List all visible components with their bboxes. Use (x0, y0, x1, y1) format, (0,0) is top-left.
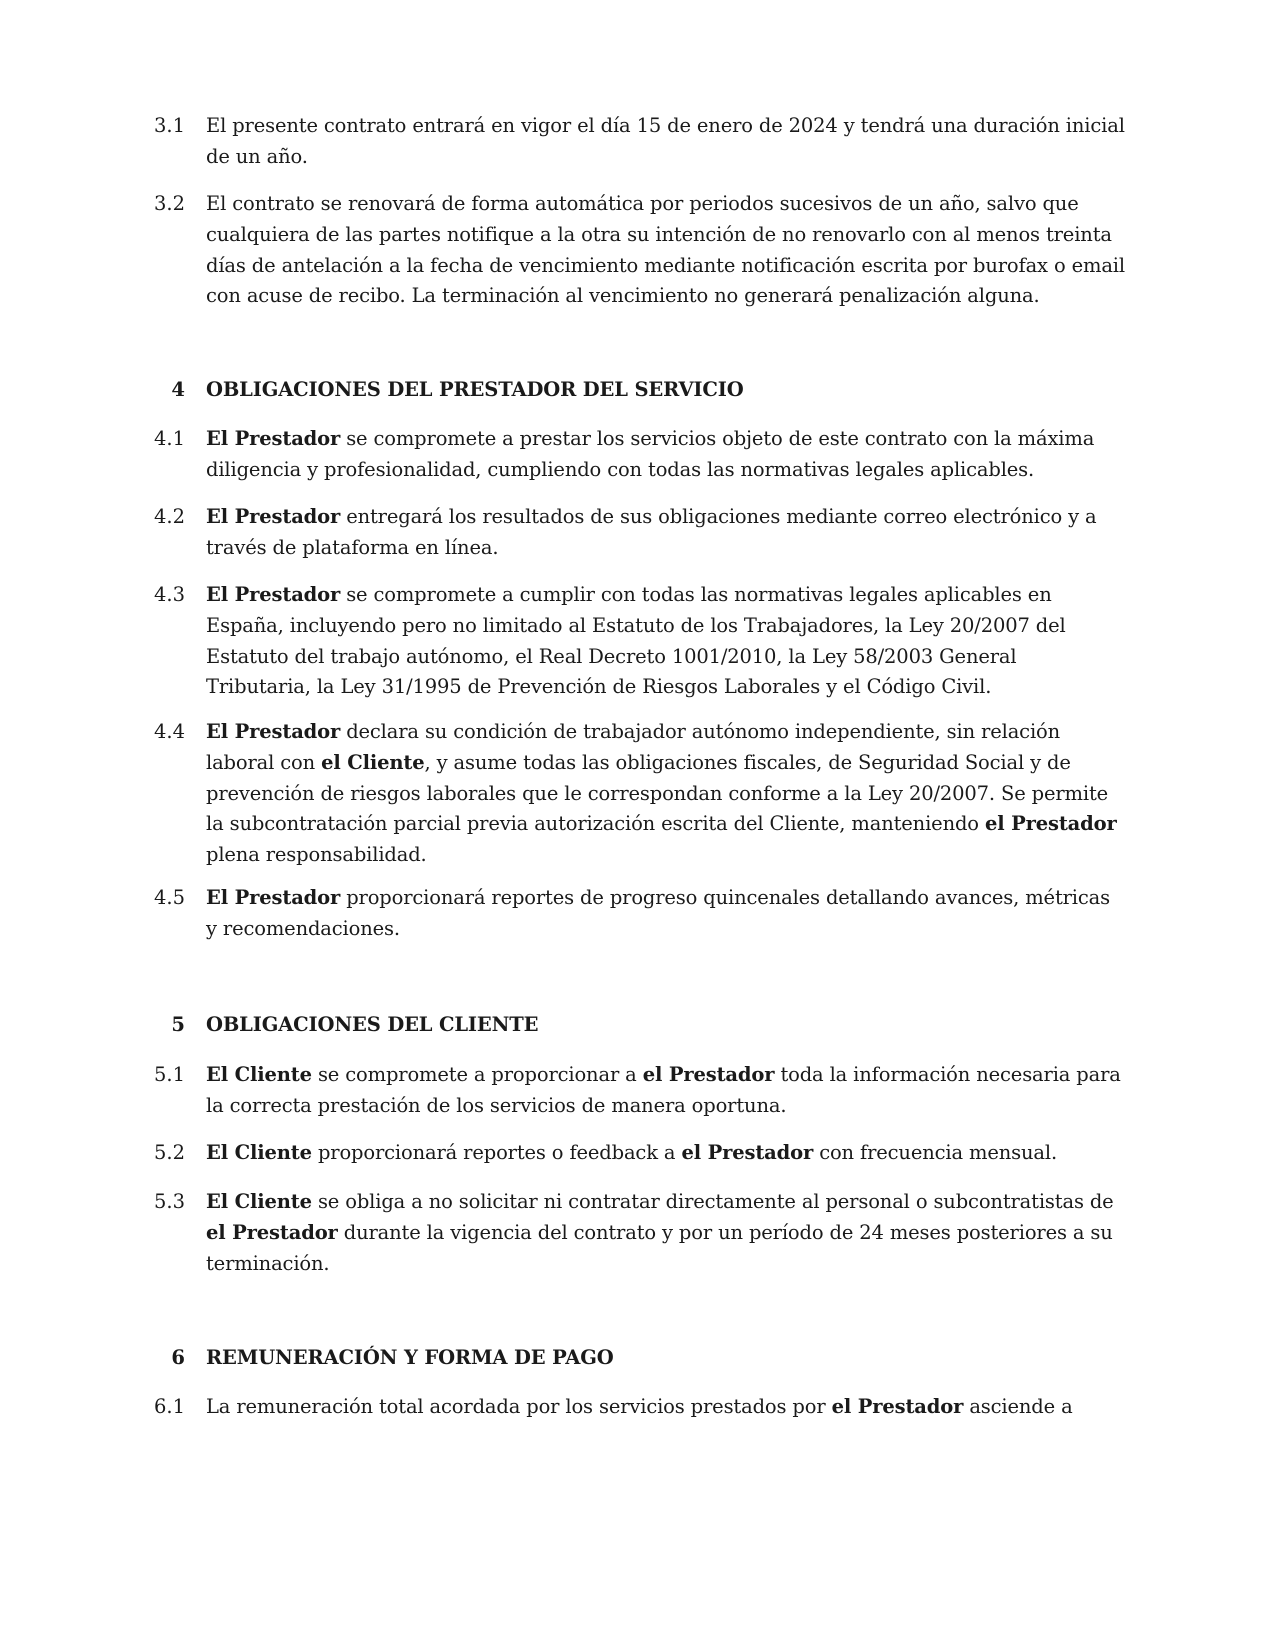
clause-text: El Prestador entregará los resultados de sus obligaciones mediante correo electrónico y a través de plataforma en línea. (206, 505, 1097, 559)
section-number: 4 (171, 378, 185, 401)
clause-4-2 (140, 502, 1125, 564)
clause-text: La remuneración total acordada por los servicios prestados por el Prestador asciende a (206, 1395, 1073, 1418)
clause-5-2 (140, 1138, 1125, 1169)
party-name: el Prestador (206, 1220, 338, 1244)
party-name: El Prestador (206, 583, 341, 606)
clause-text: El Cliente proporcionará reportes o feedback a el Prestador con frecuencia mensual. (206, 1141, 1058, 1164)
section-title: REMUNERACIÓN Y FORMA DE PAGO (206, 1346, 614, 1369)
party-name: el Prestador (642, 1063, 775, 1086)
clause-number: 4.1 (153, 427, 185, 450)
clause-4-5 (140, 883, 1125, 945)
clause-number: 4.4 (153, 720, 185, 743)
clause-4-3 (140, 580, 1125, 703)
party-name: El Prestador (206, 505, 341, 528)
clause-number: 4.2 (153, 505, 185, 528)
party-name: El Cliente (206, 1141, 312, 1164)
clause-number: 4.5 (153, 886, 185, 909)
clause-text: El Prestador se compromete a prestar los servicios objeto de este contrato con la máxima diligencia y profesionalidad, cumpliendo con todas las normativas legales aplicables. (206, 427, 1095, 481)
clause-6-1 (140, 1392, 1125, 1423)
section-number: 6 (171, 1346, 185, 1369)
clause-4-1 (140, 424, 1125, 486)
clause-text: El presente contrato entrará en vigor el día 15 de enero de 2024 y tendrá una duración inicial de un año. (206, 114, 1125, 168)
clause-text: El Prestador se compromete a cumplir con todas las normativas legales aplicables en España, incluyendo pero no limitado al Estatuto de los Trabajadores, la Ley 20/2007 del Estatuto del trabajo autónomo, el Real Decreto 1001/2010, la Ley 58/2003 General Tributaria, la Ley 31/1995 de Prevención de Riesgos Laborales y el Código Civil. (206, 583, 1066, 699)
section-heading-5 (140, 1010, 1125, 1041)
party-name: El Cliente (206, 1063, 312, 1086)
party-name: el Prestador (984, 812, 1117, 836)
clause-5-3 (140, 1187, 1125, 1279)
section-heading-6 (140, 1343, 1125, 1374)
section-title: OBLIGACIONES DEL PRESTADOR DEL SERVICIO (206, 378, 744, 401)
party-name: El Prestador (206, 720, 341, 743)
clause-number: 3.1 (153, 114, 185, 137)
section-number: 5 (171, 1013, 185, 1036)
clause-text: El contrato se renovará de forma automática por periodos sucesivos de un año, salvo que cualquiera de las partes notifique a la otra su intención de no renovarlo con al menos treinta días de antelación a la fecha de vencimiento mediante notificación escrita por burofax o email con acuse de recibo. La terminación al vencimiento no generará penalización alguna. (206, 192, 1125, 308)
clause-text: El Cliente se compromete a proporcionar a el Prestador toda la información necesaria para la correcta prestación de los servicios de manera oportuna. (206, 1063, 1121, 1117)
section-title: OBLIGACIONES DEL CLIENTE (206, 1013, 539, 1036)
clause-number: 5.2 (153, 1141, 185, 1164)
section-heading-4 (140, 375, 1125, 406)
party-name: el Prestador (831, 1395, 964, 1418)
party-name: el Cliente (321, 750, 425, 774)
clause-number: 4.3 (153, 583, 185, 606)
party-name: El Prestador (206, 886, 341, 909)
party-name: el Prestador (681, 1141, 814, 1164)
clause-3-2 (140, 189, 1125, 312)
clause-number: 3.2 (153, 192, 185, 215)
clause-4-4 (140, 717, 1125, 871)
clause-3-1 (140, 111, 1125, 173)
clause-text: El Prestador declara su condición de trabajador autónomo independiente, sin relación laboral con el Cliente, y asume todas las obligaciones fiscales, de Seguridad Social y de prevención de riesgos laborales que le correspondan conforme a la Ley 20/2007. Se permite la subcontratación parcial previa autorización escrita del Cliente, manteniendo el Prestador plena responsabilidad. (206, 720, 1117, 867)
clause-number: 6.1 (153, 1395, 185, 1418)
party-name: El Prestador (206, 427, 341, 450)
clause-5-1 (140, 1060, 1125, 1122)
clause-number: 5.1 (153, 1063, 185, 1086)
clause-number: 5.3 (153, 1190, 185, 1213)
clause-text: El Cliente se obliga a no solicitar ni contratar directamente al personal o subcontratistas de el Prestador durante la vigencia del contrato y por un período de 24 meses posteriores a su terminación. (206, 1190, 1114, 1275)
clause-text: El Prestador proporcionará reportes de progreso quincenales detallando avances, métricas y recomendaciones. (206, 886, 1110, 940)
party-name: El Cliente (206, 1190, 312, 1213)
